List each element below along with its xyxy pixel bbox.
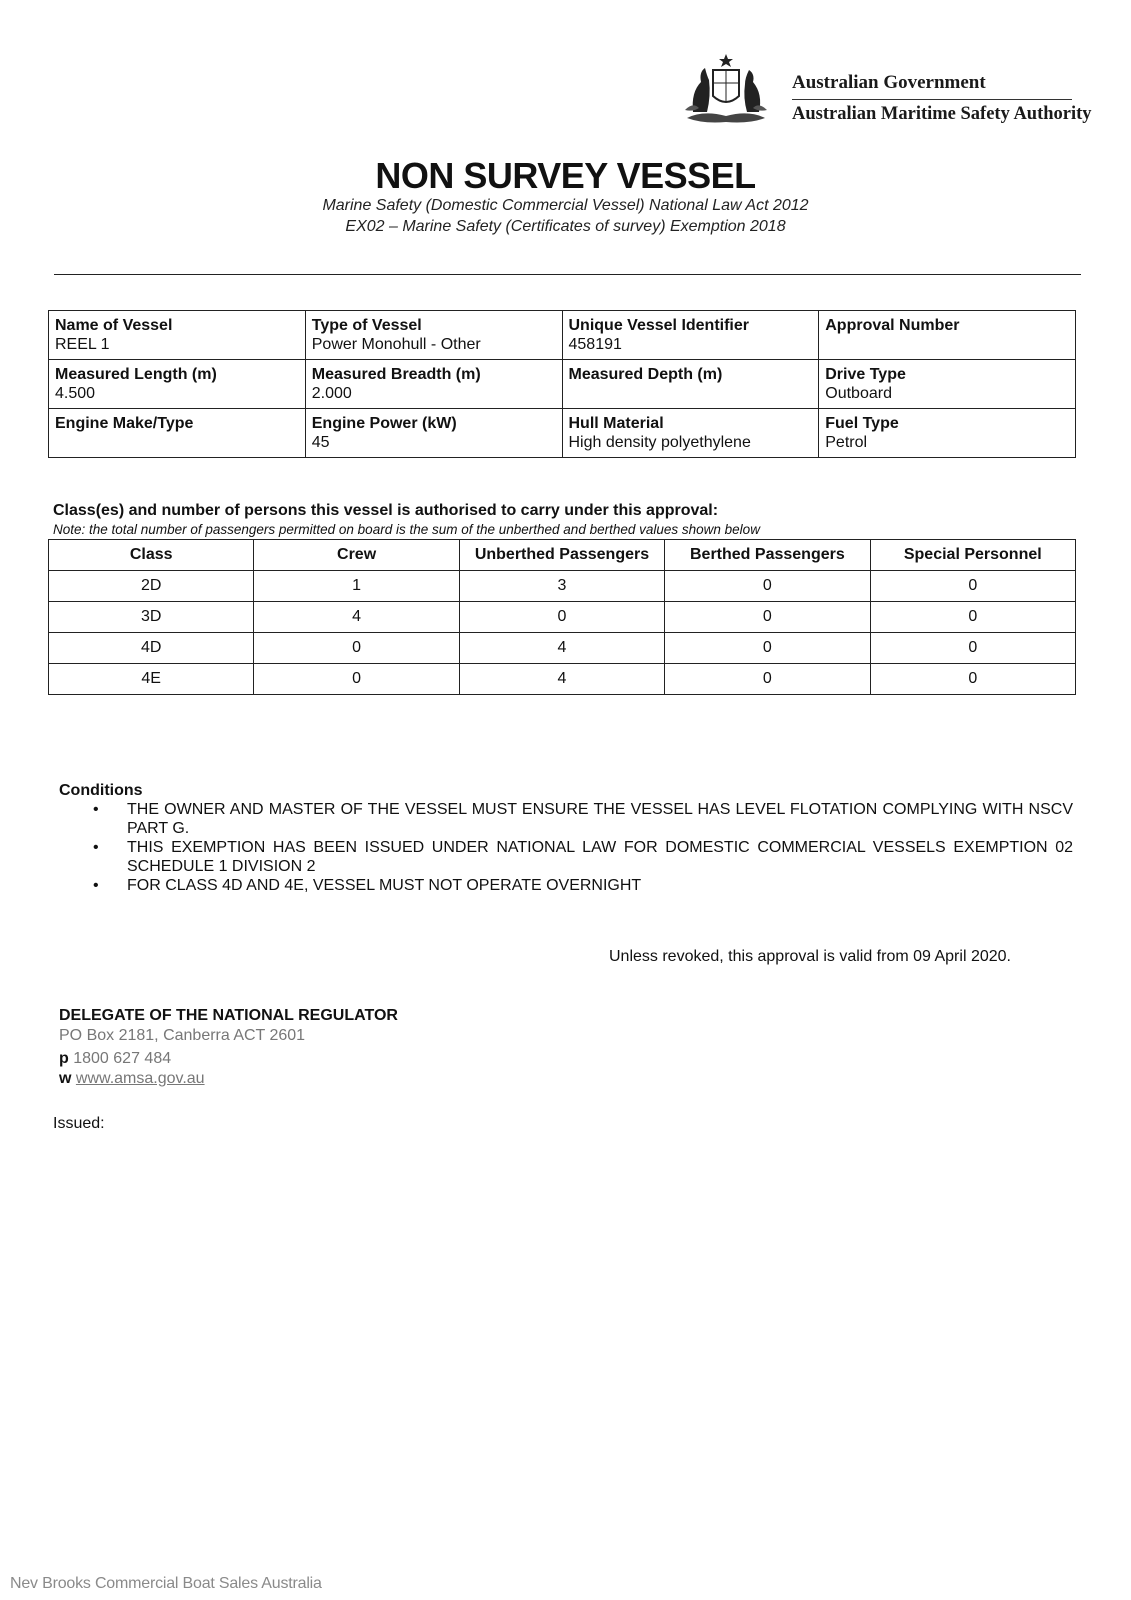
vessel-type-cell xyxy=(305,311,562,360)
drive-type-cell xyxy=(819,360,1076,409)
class-cell: 2D xyxy=(49,571,254,602)
authority-name: Australian Maritime Safety Authority xyxy=(792,104,1092,124)
approval-number-cell xyxy=(819,311,1076,360)
class-cell: 4E xyxy=(49,664,254,695)
government-name: Australian Government xyxy=(792,72,986,93)
field-label: Drive Type xyxy=(825,366,906,383)
web-prefix: w xyxy=(59,1070,72,1087)
field-label: Unique Vessel Identifier xyxy=(568,317,749,334)
classes-table xyxy=(48,539,1076,695)
unberthed-cell: 4 xyxy=(459,664,664,695)
field-value: 2.000 xyxy=(311,385,352,402)
crew-cell: 4 xyxy=(254,602,459,633)
class-cell: 4D xyxy=(49,633,254,664)
field-label: Engine Power (kW) xyxy=(311,415,457,432)
logo-divider xyxy=(792,99,1072,100)
unberthed-cell: 0 xyxy=(459,602,664,633)
table-row xyxy=(49,409,1076,458)
special-cell: 0 xyxy=(870,602,1075,633)
table-row xyxy=(49,571,1076,602)
field-label: Measured Depth (m) xyxy=(568,366,723,383)
column-header-special: Special Personnel xyxy=(870,540,1075,571)
field-label: Measured Breadth (m) xyxy=(311,366,481,383)
length-cell xyxy=(49,360,306,409)
subtitle-act: Marine Safety (Domestic Commercial Vessel) National Law Act 2012 xyxy=(322,197,809,214)
field-label: Fuel Type xyxy=(825,415,899,432)
validity-statement: Unless revoked, this approval is valid from 09 April 2020. xyxy=(609,948,1011,965)
bullet-icon: • xyxy=(93,877,99,894)
berthed-cell: 0 xyxy=(665,664,870,695)
bullet-icon: • xyxy=(93,839,99,856)
table-header-row xyxy=(49,540,1076,571)
special-cell: 0 xyxy=(870,633,1075,664)
berthed-cell: 0 xyxy=(665,633,870,664)
list-item xyxy=(93,800,1073,838)
field-value: Petrol xyxy=(825,434,868,451)
condition-text: FOR CLASS 4D AND 4E, VESSEL MUST NOT OPERATE OVERNIGHT xyxy=(127,877,642,894)
column-header-unberthed: Unberthed Passengers xyxy=(459,540,664,571)
berthed-cell: 0 xyxy=(665,571,870,602)
table-row xyxy=(49,311,1076,360)
classes-heading: Class(es) and number of persons this vessel is authorised to carry under this approval: xyxy=(53,502,719,519)
field-value: REEL 1 xyxy=(55,336,110,353)
field-label: Hull Material xyxy=(568,415,664,432)
document-title: NON SURVEY VESSEL xyxy=(375,155,756,196)
coat-of-arms-icon xyxy=(683,52,769,128)
field-value: 45 xyxy=(311,434,330,451)
table-row xyxy=(49,602,1076,633)
class-cell: 3D xyxy=(49,602,254,633)
issued-label: Issued: xyxy=(53,1115,105,1132)
classes-note: Note: the total number of passengers permitted on board is the sum of the unberthed and berthed values shown below xyxy=(53,522,760,537)
column-header-crew: Crew xyxy=(254,540,459,571)
website-link[interactable]: www.amsa.gov.au xyxy=(75,1070,205,1087)
regulator-website xyxy=(59,1070,205,1088)
conditions-title: Conditions xyxy=(59,782,143,799)
table-row xyxy=(49,633,1076,664)
crew-cell: 1 xyxy=(254,571,459,602)
field-label: Name of Vessel xyxy=(55,317,173,334)
column-header-berthed: Berthed Passengers xyxy=(665,540,870,571)
conditions-list xyxy=(93,800,1073,895)
phone-number: 1800 627 484 xyxy=(73,1050,172,1067)
field-value: 458191 xyxy=(568,336,622,353)
watermark: Nev Brooks Commercial Boat Sales Australia xyxy=(10,1575,322,1592)
field-label: Engine Make/Type xyxy=(55,415,194,432)
subtitle-exemption: EX02 – Marine Safety (Certificates of survey) Exemption 2018 xyxy=(345,218,786,235)
field-value: Power Monohull - Other xyxy=(311,336,481,353)
list-item xyxy=(93,838,1073,876)
vessel-name-cell xyxy=(49,311,306,360)
engine-make-cell xyxy=(49,409,306,458)
special-cell: 0 xyxy=(870,571,1075,602)
field-label: Type of Vessel xyxy=(311,317,422,334)
crew-cell: 0 xyxy=(254,633,459,664)
condition-text: THE OWNER AND MASTER OF THE VESSEL MUST ENSURE THE VESSEL HAS LEVEL FLOTATION COMPLYING WITH NSCV PART G. xyxy=(127,801,1073,837)
vessel-identifier-cell xyxy=(562,311,819,360)
regulator-phone xyxy=(59,1050,171,1068)
unberthed-cell: 4 xyxy=(459,633,664,664)
field-value: Outboard xyxy=(825,385,892,402)
bullet-icon: • xyxy=(93,801,99,818)
condition-text: THIS EXEMPTION HAS BEEN ISSUED UNDER NATIONAL LAW FOR DOMESTIC COMMERCIAL VESSELS EXEMPTION 02 SCHEDULE 1 DIVISION 2 xyxy=(127,839,1073,875)
table-row xyxy=(49,664,1076,695)
list-item xyxy=(93,876,1073,895)
table-row xyxy=(49,360,1076,409)
vessel-details-table xyxy=(48,310,1076,458)
field-label: Approval Number xyxy=(825,317,960,334)
special-cell: 0 xyxy=(870,664,1075,695)
unberthed-cell: 3 xyxy=(459,571,664,602)
depth-cell xyxy=(562,360,819,409)
hull-material-cell xyxy=(562,409,819,458)
column-header-class: Class xyxy=(49,540,254,571)
field-label: Measured Length (m) xyxy=(55,366,217,383)
berthed-cell: 0 xyxy=(665,602,870,633)
field-value: 4.500 xyxy=(55,385,96,402)
phone-prefix: p xyxy=(59,1050,69,1067)
regulator-title: DELEGATE OF THE NATIONAL REGULATOR xyxy=(59,1007,398,1024)
field-value: High density polyethylene xyxy=(568,434,751,451)
header-divider xyxy=(54,274,1081,275)
regulator-address: PO Box 2181, Canberra ACT 2601 xyxy=(59,1027,306,1044)
crew-cell: 0 xyxy=(254,664,459,695)
engine-power-cell xyxy=(305,409,562,458)
fuel-type-cell xyxy=(819,409,1076,458)
breadth-cell xyxy=(305,360,562,409)
